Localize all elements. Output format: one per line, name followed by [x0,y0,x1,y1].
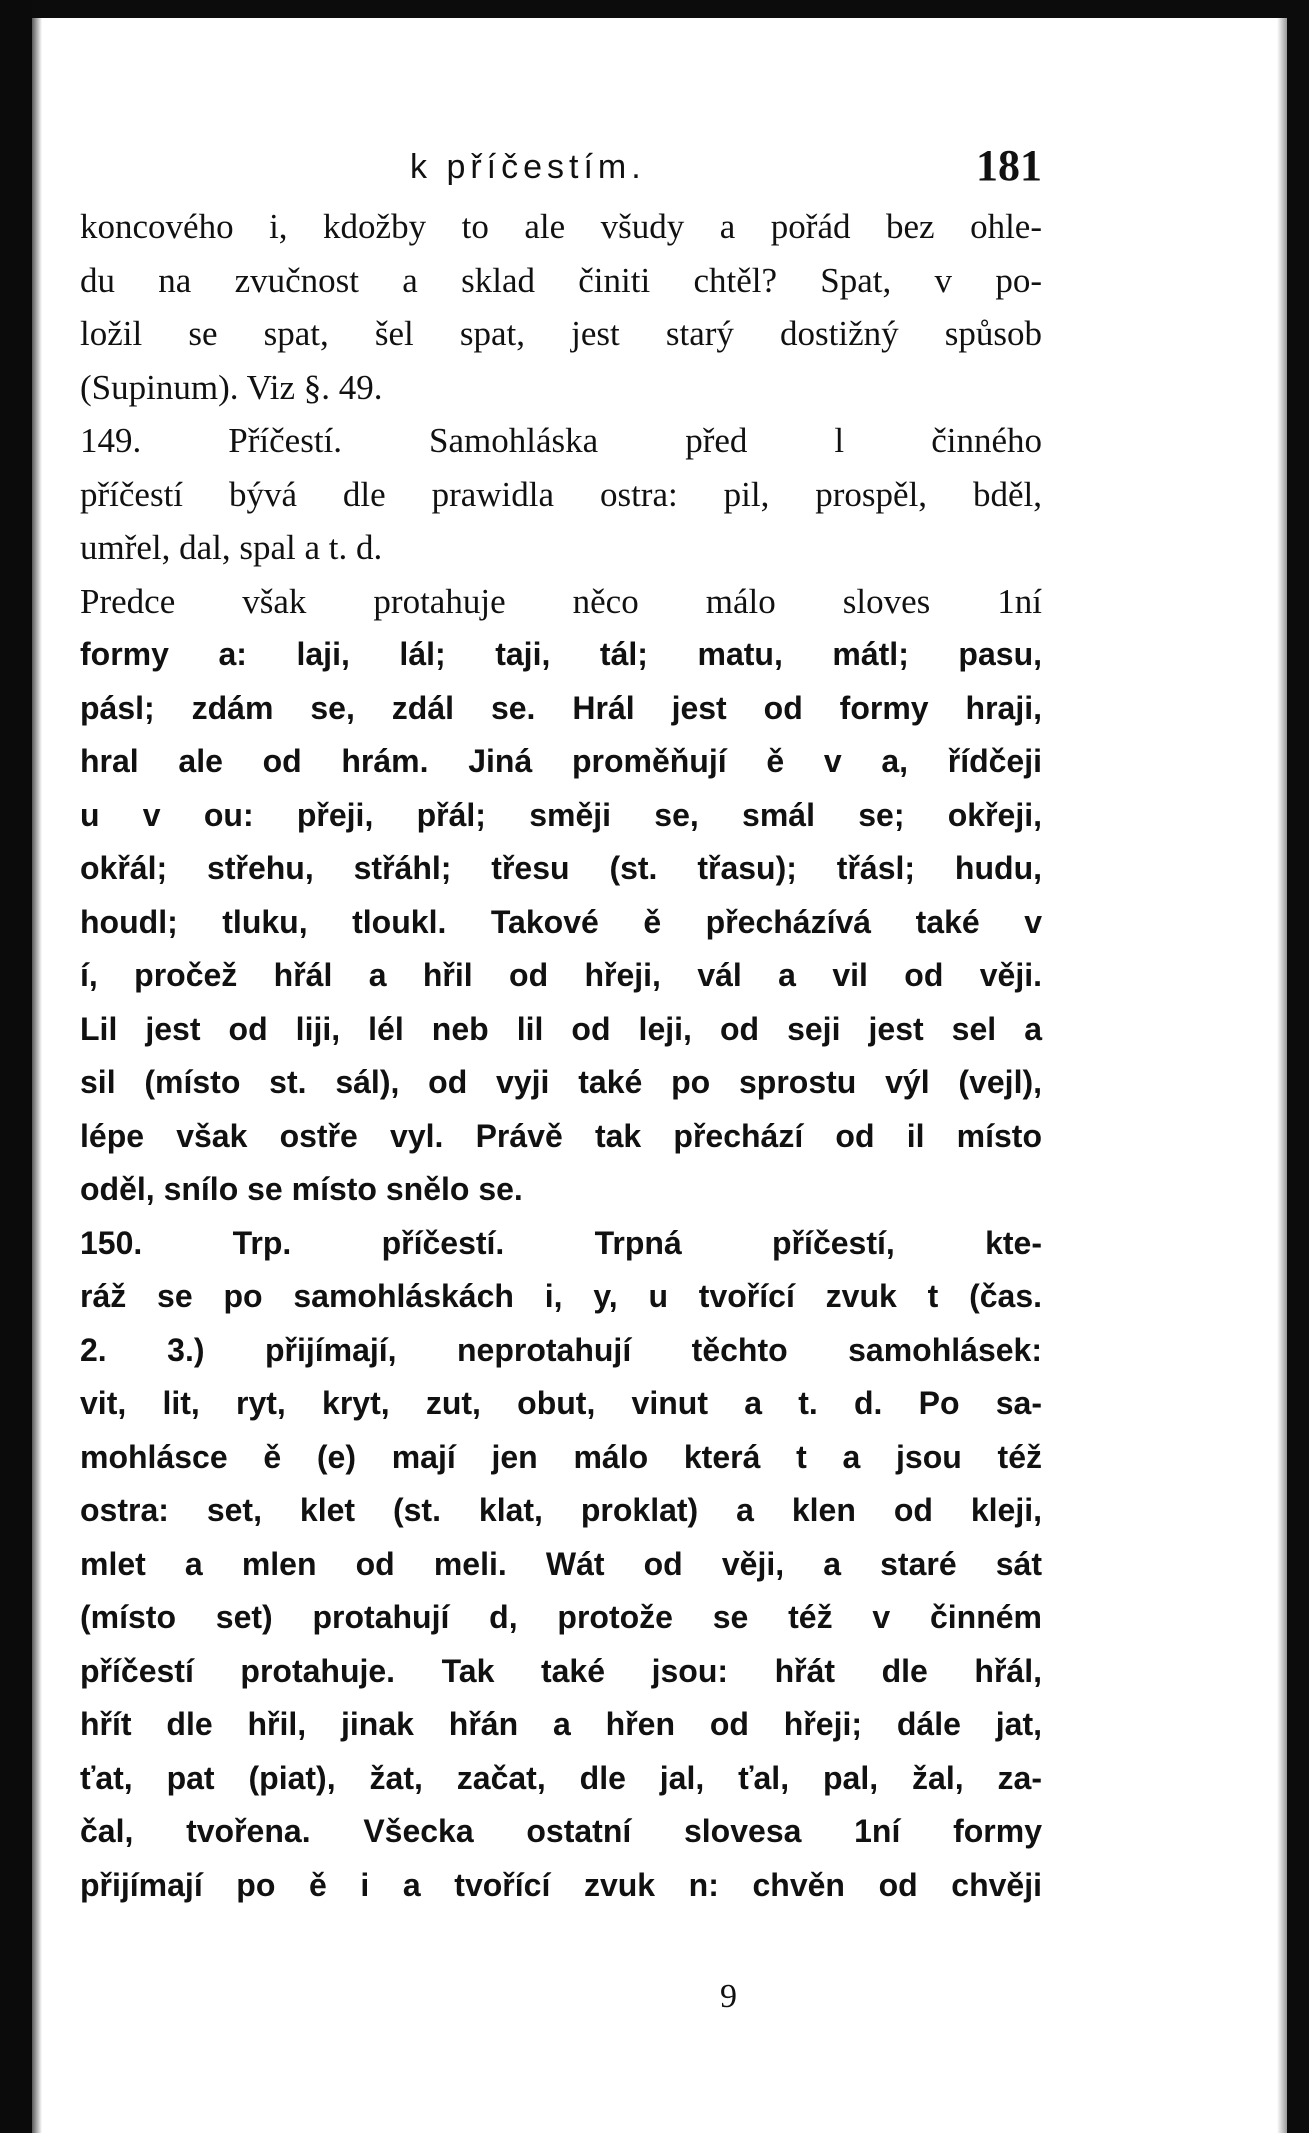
text-line: formy a: laji, lál; taji, tál; matu, mátl; pasu, [80,636,1042,672]
scan-border-left [0,0,32,2133]
text-line: příčestí protahuje. Tak také jsou: hřát dle hřál, [80,1652,1042,1689]
scan-border-top [0,0,1309,18]
text-line: lépe však ostře vyl. Právě tak přechází od il místo [80,1117,1042,1154]
text-line: ráž se po samohláskách i, y, u tvořící zvuk t (čas. [80,1278,1042,1314]
text-line: Predce však protahuje něco málo sloves 1ní [80,581,1042,621]
book-page [80,140,1042,1912]
text-line: 2. 3.) přijímají, neprotahují těchto samohlásek: [80,1331,1042,1368]
text-line: houdl; tluku, tloukl. Takové ě přecházívá také v [80,903,1042,940]
text-line: hřít dle hřil, jinak hřán a hřen od hřeji; dále jat, [80,1706,1042,1742]
text-line: mlet a mlen od meli. Wát od věji, a staré sát [80,1545,1042,1582]
section-heading-149: 149. Příčestí. Samohláska před l činného [80,421,1042,460]
signature-mark: 9 [720,1978,737,2015]
text-line: hral ale od hrám. Jiná proměňují ě v a, řídčeji [80,743,1042,779]
text-line: příčestí bývá dle prawidla ostra: pil, prospěl, bděl, [80,474,1042,514]
text-line: ostra: set, klet (st. klat, proklat) a klen od kleji, [80,1492,1042,1528]
text-line: ťat, pat (piat), žat, začat, dle jal, ťal, pal, žal, za- [80,1759,1042,1796]
text-line: ložil se spat, šel spat, jest starý dostižný spůsob [80,314,1042,353]
text-line: sil (místo st. sál), od vyji také po sprostu výl (vejl), [80,1064,1042,1100]
scan-border-right [1287,0,1309,2133]
text-line: vit, lit, ryt, kryt, zut, obut, vinut a t. d. Po sa- [80,1385,1042,1421]
text-line: Lil jest od liji, lél neb lil od leji, od seji jest sel a [80,1010,1042,1047]
text-line: mohlásce ě (e) mají jen málo která t a jsou též [80,1438,1042,1475]
text-line: čal, tvořena. Všecka ostatní slovesa 1ní formy [80,1813,1042,1849]
text-line: du na zvučnost a sklad činiti chtěl? Spat, v po- [80,260,1042,300]
text-line: u v ou: přeji, přál; směji se, smál se; okřeji, [80,796,1042,833]
text-line: okřál; střehu, střáhl; třesu (st. třasu); třásl; hudu, [80,850,1042,886]
body-text [80,200,1042,1912]
text-line: přijímají po ě i a tvořící zvuk n: chvěn od chvěji [80,1866,1042,1903]
running-head [80,140,1042,200]
text-line: í, pročež hřál a hřil od hřeji, vál a vil od věji. [80,957,1042,993]
text-line: pásl; zdám se, zdál se. Hrál jest od formy hraji, [80,689,1042,726]
page-number: 181 [976,141,1042,190]
section-heading-150: 150. Trp. příčestí. Trpná příčestí, kte- [80,1224,1042,1261]
running-title: k příčestím. [410,148,646,186]
text-line: umřel, dal, spal a t. d. [80,528,383,567]
scan-gutter-shadow [32,18,42,2133]
scan-edge-shadow [1277,18,1287,2133]
text-line: koncového i, kdožby to ale všudy a pořád bez ohle- [80,207,1042,246]
text-line: (Supinum). Viz §. 49. [80,367,383,407]
text-line: oděl, snílo se místo snělo se. [80,1171,523,1207]
text-line: (místo set) protahují d, protože se též v činném [80,1599,1042,1635]
